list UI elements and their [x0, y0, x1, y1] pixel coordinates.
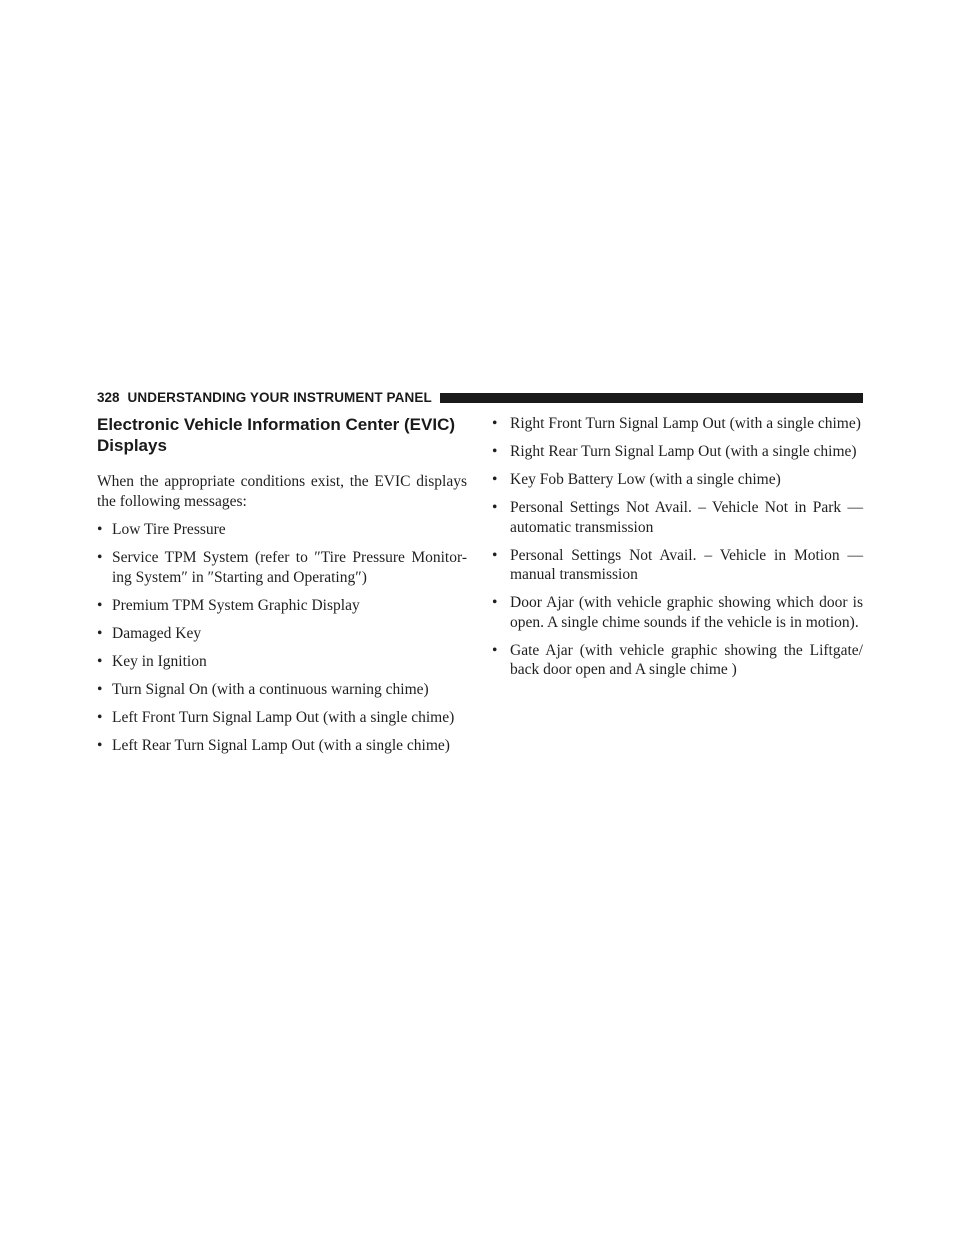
list-item-text: Low Tire Pressure	[112, 521, 226, 538]
list-item	[492, 593, 863, 632]
message-list-left	[97, 520, 467, 755]
intro-paragraph: When the appropriate conditions exist, the EVIC displays the following messages:	[97, 473, 467, 510]
list-item	[492, 546, 863, 585]
list-item-text: Right Front Turn Signal Lamp Out (with a single chime)	[510, 415, 861, 432]
list-item-text: Gate Ajar (with vehicle graphic showing the Liftgate/ back door open and A single chime )	[510, 641, 863, 678]
bullet-icon: •	[492, 641, 498, 659]
list-item-text: Personal Settings Not Avail. – Vehicle Not in Park — automatic transmission	[510, 499, 863, 536]
list-item-text: Premium TPM System Graphic Display	[112, 596, 360, 614]
list-item	[492, 641, 863, 680]
list-item-text: Right Rear Turn Signal Lamp Out (with a single chime)	[510, 443, 857, 460]
list-item-text: Left Rear Turn Signal Lamp Out (with a single chime)	[112, 736, 450, 754]
right-column	[492, 414, 863, 688]
list-item	[97, 736, 467, 756]
list-item-text: Key Fob Battery Low (with a single chime)	[510, 471, 781, 488]
list-item	[97, 708, 467, 728]
bullet-icon: •	[97, 596, 103, 614]
bullet-icon: •	[492, 546, 498, 564]
list-item	[492, 498, 863, 537]
section-title: UNDERSTANDING YOUR INSTRUMENT PANEL	[127, 390, 432, 405]
bullet-icon: •	[492, 443, 498, 460]
list-item-text: Personal Settings Not Avail. – Vehicle in Motion — manual transmission	[510, 546, 863, 583]
list-item	[97, 596, 467, 616]
list-item	[97, 652, 467, 672]
page-header	[97, 389, 863, 406]
list-item	[492, 414, 863, 434]
list-item-text: Service TPM System (refer to ″Tire Pressure Monitor-ing System″ in ″Starting and Operating″)	[112, 549, 467, 586]
list-item-text: Turn Signal On (with a continuous warning chime)	[112, 680, 429, 698]
bullet-icon: •	[97, 652, 103, 670]
bullet-icon: •	[97, 624, 103, 642]
bullet-icon: •	[492, 471, 498, 488]
list-item-text: Key in Ignition	[112, 652, 207, 670]
bullet-icon: •	[97, 680, 103, 698]
list-item-text: Door Ajar (with vehicle graphic showing which door is open. A single chime sounds if the vehicle is in motion).	[510, 594, 863, 631]
bullet-icon: •	[97, 708, 103, 726]
list-item	[97, 680, 467, 700]
bullet-icon: •	[97, 521, 103, 538]
bullet-icon: •	[492, 594, 498, 611]
bullet-icon: •	[97, 549, 103, 566]
page-number: 328	[97, 390, 120, 405]
list-item-text: Damaged Key	[112, 624, 202, 642]
header-rule	[440, 393, 863, 403]
section-heading: Electronic Vehicle Information Center (EVIC) Displays	[97, 415, 456, 455]
bullet-icon: •	[97, 736, 103, 754]
list-item	[492, 442, 863, 462]
left-column	[97, 414, 467, 764]
list-item	[97, 520, 467, 540]
list-item	[492, 470, 863, 490]
list-item	[97, 624, 467, 644]
bullet-icon: •	[492, 415, 498, 432]
message-list-right	[492, 414, 863, 680]
list-item-text: Left Front Turn Signal Lamp Out (with a single chime)	[112, 708, 455, 726]
bullet-icon: •	[492, 499, 498, 516]
list-item	[97, 548, 467, 587]
